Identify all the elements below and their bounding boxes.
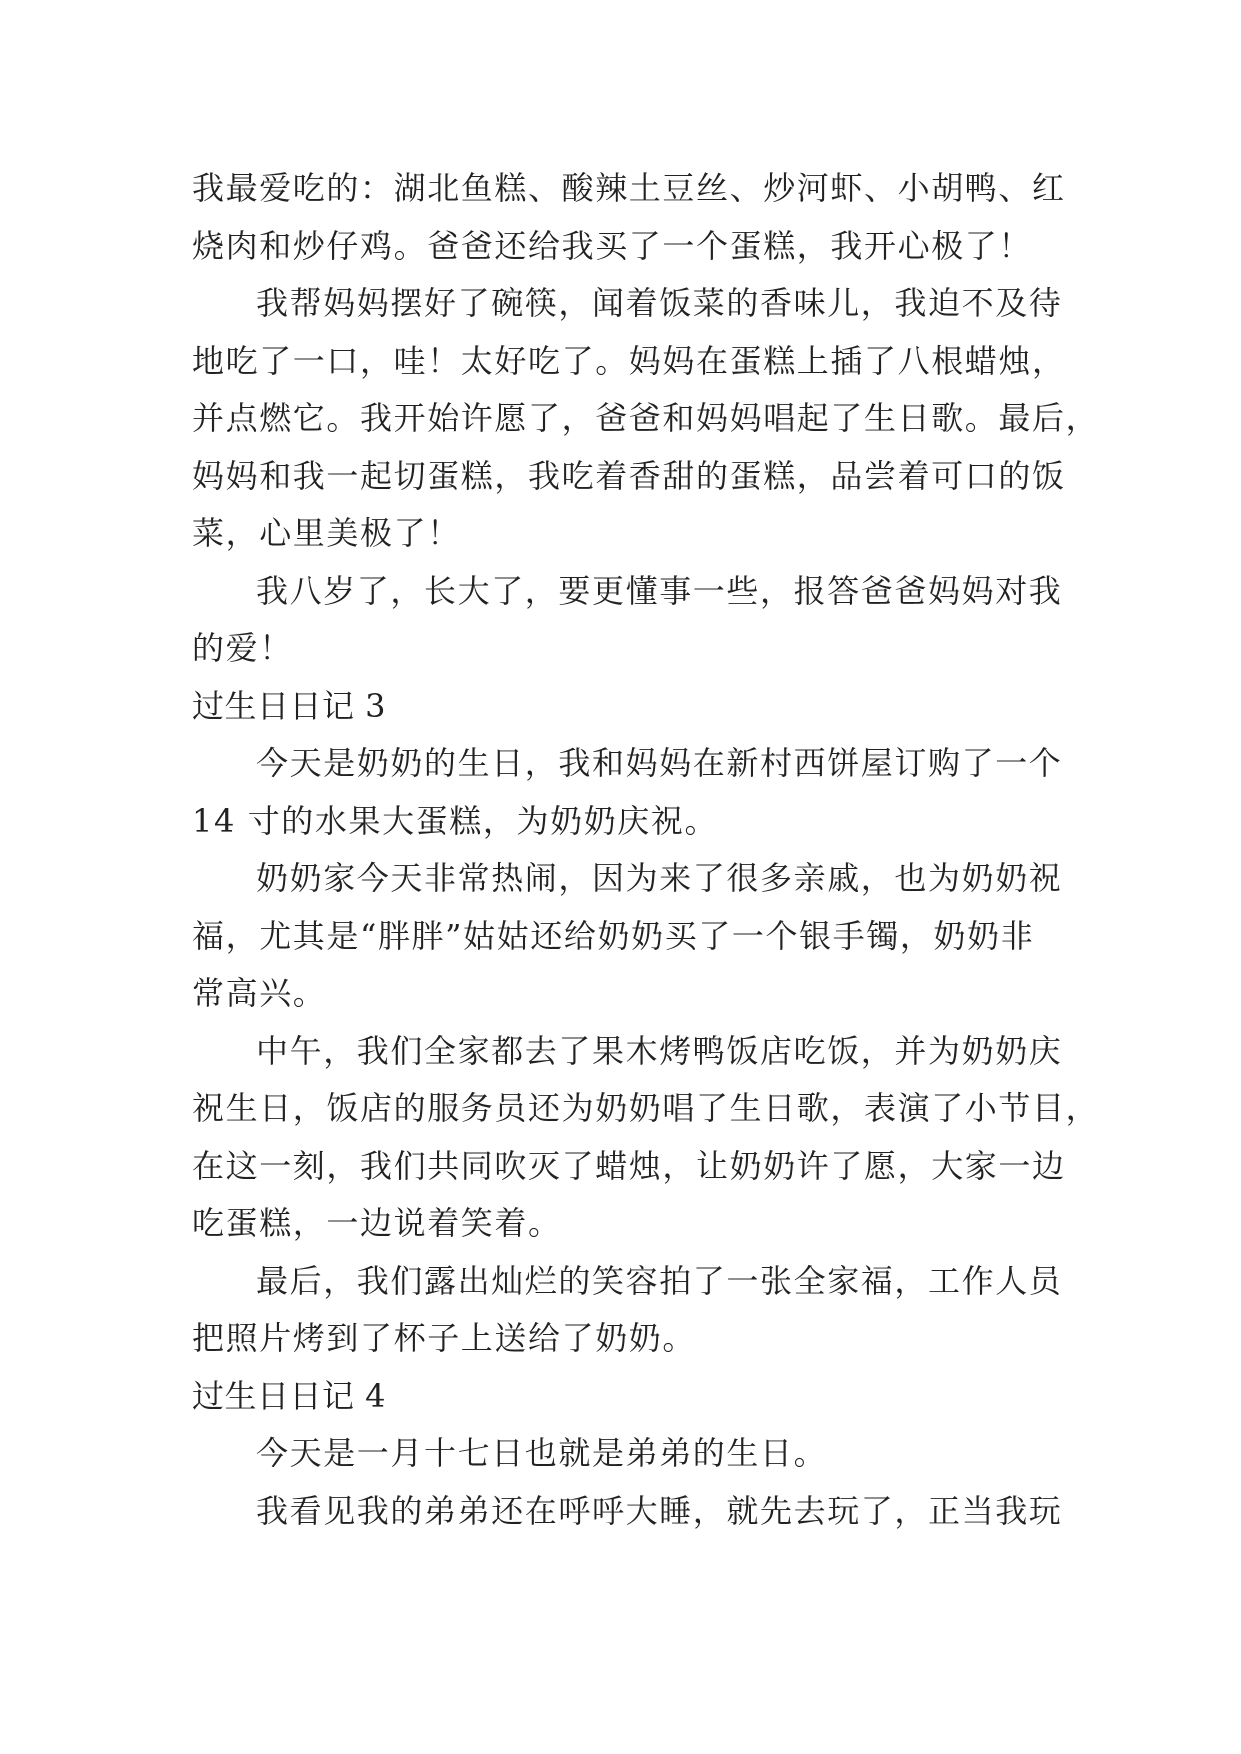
text-line: 福，尤其是“胖胖”姑姑还给奶奶买了一个银手镯，奶奶非: [192, 916, 1035, 955]
section-heading: 过生日日记 4: [192, 1376, 387, 1415]
text-line: 最后，我们露出灿烂的笑容拍了一张全家福，工作人员: [256, 1261, 1063, 1300]
section-heading: 过生日日记 3: [192, 686, 387, 725]
text-line: 并点燃它。我开始许愿了，爸爸和妈妈唱起了生日歌。最后，: [192, 399, 1100, 437]
text-line: 的爱！: [192, 629, 293, 667]
text-line: 烧肉和炒仔鸡。爸爸还给我买了一个蛋糕，我开心极了！: [192, 226, 1033, 265]
text-line: 今天是一月十七日也就是弟弟的生日。: [256, 1434, 828, 1472]
text-line: 奶奶家今天非常热闹，因为来了很多亲戚，也为奶奶祝: [256, 859, 1063, 897]
text-line: 在这一刻，我们共同吹灭了蜡烛，让奶奶许了愿，大家一边: [192, 1146, 1066, 1185]
text-line: 中午，我们全家都去了果木烤鸭饭店吃饭，并为奶奶庆: [256, 1031, 1063, 1070]
text-line: 14 寸的水果大蛋糕，为奶奶庆祝。: [192, 801, 719, 840]
text-line: 常高兴。: [192, 974, 327, 1012]
text-line: 地吃了一口，哇！太好吃了。妈妈在蛋糕上插了八根蜡烛，: [192, 341, 1066, 380]
text-line: 祝生日，饭店的服务员还为奶奶唱了生日歌，表演了小节目，: [192, 1089, 1100, 1127]
text-line: 我八岁了，长大了，要更懂事一些，报答爸爸妈妈对我: [256, 571, 1063, 610]
document-body: [192, 160, 1100, 1540]
text-line: 我看见我的弟弟还在呼呼大睡，就先去玩了，正当我玩: [256, 1491, 1063, 1530]
text-line: 把照片烤到了杯子上送给了奶奶。: [192, 1319, 697, 1357]
text-line: 妈妈和我一起切蛋糕，我吃着香甜的蛋糕，品尝着可口的饭: [192, 456, 1066, 495]
text-line: 我帮妈妈摆好了碗筷，闻着饭菜的香味儿，我迫不及待: [256, 284, 1063, 322]
text-line: 菜，心里美极了！: [192, 514, 461, 552]
text-line: 我最爱吃的：湖北鱼糕、酸辣土豆丝、炒河虾、小胡鸭、红: [192, 169, 1066, 207]
text-line: 吃蛋糕，一边说着笑着。: [192, 1204, 562, 1242]
text-line: 今天是奶奶的生日，我和妈妈在新村西饼屋订购了一个: [256, 744, 1063, 782]
